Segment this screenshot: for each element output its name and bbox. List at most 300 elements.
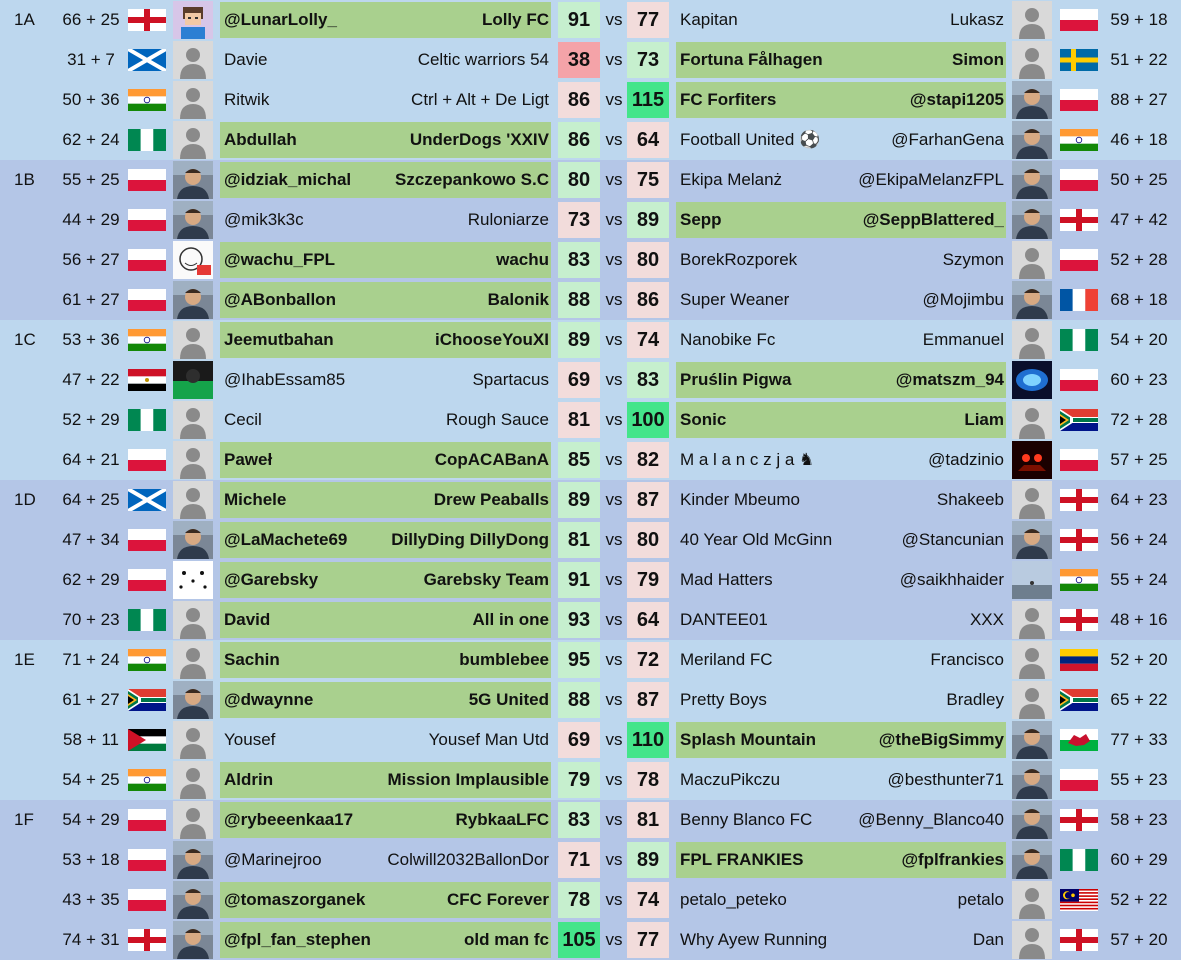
away-points: 88 + 27 [1110, 90, 1168, 109]
away-avatar[interactable] [1012, 721, 1052, 759]
fixture-row [0, 600, 1181, 640]
away-avatar[interactable] [1012, 601, 1052, 639]
away-points: 47 + 42 [1110, 210, 1168, 229]
away-points: 60 + 23 [1110, 370, 1168, 389]
home-points: 62 + 24 [62, 130, 120, 149]
away-points: 52 + 28 [1110, 250, 1168, 269]
away-score: 79 [627, 562, 669, 598]
home-manager-name[interactable]: @idziak_michal [224, 170, 352, 189]
poland-flag-icon [1060, 89, 1098, 111]
away-score: 80 [627, 522, 669, 558]
poland-flag-icon [128, 449, 166, 471]
home-team-name[interactable]: Balonik [487, 290, 549, 309]
fixture-row [0, 800, 1181, 840]
home-manager-name[interactable]: Michele [224, 490, 287, 509]
poland-flag-icon [128, 529, 166, 551]
group-label [6, 120, 54, 160]
home-points: 54 + 25 [62, 770, 120, 789]
away-avatar[interactable] [1012, 561, 1052, 599]
away-team-name[interactable]: petalo [957, 890, 1004, 909]
home-avatar[interactable] [173, 641, 213, 679]
away-score: 74 [627, 322, 669, 358]
away-score: 87 [627, 482, 669, 518]
group-label [6, 600, 54, 640]
away-avatar[interactable] [1012, 681, 1052, 719]
away-avatar[interactable] [1012, 321, 1052, 359]
home-team-name[interactable]: wachu [496, 250, 549, 269]
home-points: 53 + 18 [62, 850, 120, 869]
south-africa-flag-icon [1060, 689, 1098, 711]
home-manager-name[interactable]: @dwaynne [224, 690, 314, 709]
jordan-flag-icon [128, 729, 166, 751]
away-avatar[interactable] [1012, 521, 1052, 559]
away-avatar[interactable] [1012, 881, 1052, 919]
home-avatar[interactable] [173, 241, 213, 279]
group-label [6, 40, 54, 80]
home-avatar[interactable] [173, 321, 213, 359]
group-label: 1F [14, 810, 34, 829]
home-team-name[interactable]: RybkaaLFC [455, 810, 549, 829]
home-manager-name[interactable]: @fpl_fan_stephen [224, 930, 371, 949]
away-team-name[interactable]: @stapi1205 [909, 90, 1004, 109]
home-avatar[interactable] [173, 881, 213, 919]
fixture-row [0, 40, 1181, 80]
home-points: 54 + 29 [62, 810, 120, 829]
group-label: 1E [14, 650, 35, 669]
away-score: 87 [627, 682, 669, 718]
away-score: 74 [627, 882, 669, 918]
home-manager-name[interactable]: Cecil [224, 410, 262, 429]
away-team-name[interactable]: @theBigSimmy [878, 730, 1004, 749]
home-points: 70 + 23 [62, 610, 120, 629]
away-avatar[interactable] [1012, 121, 1052, 159]
home-points: 31 + 7 [67, 50, 115, 69]
away-manager-name[interactable]: Meriland FC [680, 650, 773, 669]
away-manager-name[interactable]: petalo_peteko [680, 890, 787, 909]
away-points: 51 + 22 [1110, 50, 1168, 69]
away-team-name[interactable]: @fplfrankies [901, 850, 1004, 869]
home-score: 91 [558, 2, 600, 38]
home-points: 55 + 25 [62, 170, 120, 189]
away-manager-name[interactable]: Fortuna Fålhagen [680, 50, 823, 69]
away-avatar[interactable] [1012, 361, 1052, 399]
vs-label: vs [605, 490, 623, 509]
home-score: 71 [558, 842, 600, 878]
home-team-name[interactable]: bumblebee [459, 650, 549, 669]
away-team-name[interactable]: @Mojimbu [922, 290, 1004, 309]
away-points: 57 + 20 [1110, 930, 1168, 949]
away-team-name[interactable]: @FarhanGena [891, 130, 1004, 149]
home-points: 61 + 27 [62, 290, 120, 309]
away-manager-name[interactable]: Why Ayew Running [680, 930, 828, 949]
home-manager-name[interactable]: @LaMachete69 [224, 530, 348, 549]
home-manager-name[interactable]: Yousef [224, 730, 276, 749]
away-score: 86 [627, 282, 669, 318]
group-label [6, 560, 54, 600]
home-team-name[interactable]: iChooseYouXI [435, 330, 549, 349]
away-avatar[interactable] [1012, 841, 1052, 879]
home-avatar[interactable] [173, 841, 213, 879]
away-points: 64 + 23 [1110, 490, 1168, 509]
england-flag-icon [1060, 809, 1098, 831]
away-score: 81 [627, 802, 669, 838]
home-manager-name[interactable]: @mik3k3c [224, 210, 304, 229]
home-avatar[interactable] [173, 761, 213, 799]
group-label [6, 360, 54, 400]
away-manager-name[interactable]: 40 Year Old McGinn [680, 530, 833, 549]
away-score: 110 [627, 722, 669, 758]
poland-flag-icon [128, 569, 166, 591]
home-points: 61 + 27 [62, 690, 120, 709]
home-team-name[interactable]: 5G United [468, 690, 549, 709]
away-team-name[interactable]: @besthunter71 [887, 770, 1004, 789]
home-team-name[interactable]: Garebsky Team [423, 570, 549, 589]
home-points: 47 + 22 [62, 370, 120, 389]
away-score: 89 [627, 202, 669, 238]
home-manager-name[interactable]: Paweł [224, 450, 273, 469]
home-score: 105 [558, 922, 600, 958]
home-points: 52 + 29 [62, 410, 120, 429]
home-team-name[interactable]: Colwill2032BallonDor [387, 850, 549, 869]
france-flag-icon [1060, 289, 1098, 311]
away-score: 82 [627, 442, 669, 478]
home-team-name[interactable]: DillyDing DillyDong [391, 530, 549, 549]
group-label: 1C [14, 330, 36, 349]
poland-flag-icon [128, 169, 166, 191]
home-score: 93 [558, 602, 600, 638]
vs-label: vs [605, 290, 623, 309]
away-avatar[interactable] [1012, 41, 1052, 79]
vs-label: vs [605, 850, 623, 869]
home-score: 85 [558, 442, 600, 478]
home-team-name[interactable]: Rough Sauce [445, 410, 549, 429]
home-score: 86 [558, 82, 600, 118]
home-manager-name[interactable]: Sachin [224, 650, 280, 669]
away-manager-name[interactable]: Sonic [680, 410, 727, 429]
group-label [6, 760, 54, 800]
home-manager-name[interactable]: @Marinejroo [224, 850, 322, 869]
away-avatar[interactable] [1012, 441, 1052, 479]
home-manager-name[interactable]: @LunarLolly_ [224, 10, 337, 29]
away-avatar[interactable] [1012, 201, 1052, 239]
away-points: 46 + 18 [1110, 130, 1168, 149]
away-manager-name[interactable]: M a l a n c z j a ♞ [680, 450, 815, 469]
away-manager-name[interactable]: FPL FRANKIES [680, 850, 804, 869]
home-avatar[interactable] [173, 121, 213, 159]
away-manager-name[interactable]: FC Forfiters [680, 90, 777, 109]
away-score: 64 [627, 602, 669, 638]
away-score: 83 [627, 362, 669, 398]
home-manager-name[interactable]: David [224, 610, 271, 629]
away-manager-name[interactable]: Football United ⚽ [680, 130, 821, 149]
home-avatar[interactable] [173, 601, 213, 639]
vs-label: vs [605, 730, 623, 749]
group-label [6, 400, 54, 440]
india-flag-icon [128, 769, 166, 791]
home-avatar[interactable] [173, 681, 213, 719]
home-team-name[interactable]: Celtic warriors 54 [417, 50, 549, 69]
home-avatar[interactable] [173, 281, 213, 319]
vs-label: vs [605, 570, 623, 589]
away-avatar[interactable] [1012, 481, 1052, 519]
group-label [6, 920, 54, 960]
away-team-name[interactable]: Shakeeb [936, 490, 1004, 509]
home-score: 91 [558, 562, 600, 598]
home-points: 43 + 35 [62, 890, 120, 909]
england-flag-icon [128, 9, 166, 31]
away-team-name[interactable]: Szymon [942, 250, 1004, 269]
away-manager-name[interactable]: Kinder Mbeumo [680, 490, 801, 509]
fixture-row [0, 680, 1181, 720]
home-points: 62 + 29 [62, 570, 120, 589]
away-team-name[interactable]: XXX [969, 610, 1004, 629]
south-africa-flag-icon [1060, 409, 1098, 431]
home-avatar[interactable] [173, 921, 213, 959]
home-avatar[interactable] [173, 361, 213, 399]
away-manager-name[interactable]: Pruślin Pigwa [680, 370, 792, 389]
away-manager-name[interactable]: BorekRozporek [680, 250, 798, 269]
home-manager-name[interactable]: @Garebsky [224, 570, 319, 589]
home-team-name[interactable]: Lolly FC [481, 10, 549, 29]
away-manager-name[interactable]: Pretty Boys [680, 690, 767, 709]
group-label [6, 680, 54, 720]
vs-label: vs [605, 410, 623, 429]
vs-label: vs [605, 890, 623, 909]
home-team-name[interactable]: Szczepankowo S.C [395, 170, 549, 189]
group-label [6, 840, 54, 880]
away-team-name[interactable]: @saikhhaider [899, 570, 1004, 589]
poland-flag-icon [1060, 449, 1098, 471]
away-manager-name[interactable]: Mad Hatters [680, 570, 773, 589]
away-points: 52 + 20 [1110, 650, 1168, 669]
away-team-name[interactable]: @tadzinio [928, 450, 1004, 469]
england-flag-icon [1060, 529, 1098, 551]
away-avatar[interactable] [1012, 801, 1052, 839]
away-points: 72 + 28 [1110, 410, 1168, 429]
home-avatar[interactable] [173, 721, 213, 759]
away-score: 100 [627, 402, 669, 438]
nigeria-flag-icon [1060, 849, 1098, 871]
south-africa-flag-icon [128, 689, 166, 711]
away-team-name[interactable]: Dan [972, 930, 1004, 949]
home-score: 69 [558, 362, 600, 398]
group-label [6, 80, 54, 120]
home-manager-name[interactable]: Abdullah [224, 130, 297, 149]
away-team-name[interactable]: @Stancunian [901, 530, 1004, 549]
away-avatar[interactable] [1012, 1, 1052, 39]
malaysia-flag-icon [1060, 889, 1098, 911]
home-manager-name[interactable]: @wachu_FPL [224, 250, 336, 269]
home-manager-name[interactable]: @IhabEssam85 [224, 370, 346, 389]
home-manager-name[interactable]: Davie [224, 50, 268, 69]
away-avatar[interactable] [1012, 281, 1052, 319]
vs-label: vs [605, 250, 623, 269]
fixture-row [0, 640, 1181, 680]
poland-flag-icon [1060, 769, 1098, 791]
vs-label: vs [605, 770, 623, 789]
home-score: 38 [558, 42, 600, 78]
away-team-name[interactable]: @SeppBlattered_ [862, 210, 1004, 229]
away-manager-name[interactable]: Splash Mountain [680, 730, 816, 749]
fixture-row [0, 920, 1181, 960]
away-manager-name[interactable]: Benny Blanco FC [680, 810, 813, 829]
away-avatar[interactable] [1012, 161, 1052, 199]
home-team-name[interactable]: old man fc [463, 930, 549, 949]
home-avatar[interactable] [173, 801, 213, 839]
away-points: 58 + 23 [1110, 810, 1168, 829]
home-avatar[interactable] [173, 481, 213, 519]
away-team-name[interactable]: Lukasz [950, 10, 1004, 29]
home-manager-name[interactable]: @ABonballon [224, 290, 336, 309]
home-points: 56 + 27 [62, 250, 120, 269]
away-manager-name[interactable]: Sepp [680, 210, 722, 229]
home-team-name[interactable]: Yousef Man Utd [428, 730, 549, 749]
away-points: 54 + 20 [1110, 330, 1168, 349]
home-points: 50 + 36 [62, 90, 120, 109]
wales-flag-icon [1060, 729, 1098, 751]
vs-label: vs [605, 930, 623, 949]
away-team-name[interactable]: Francisco [930, 650, 1004, 669]
away-manager-name[interactable]: Kapitan [680, 10, 738, 29]
away-score: 89 [627, 842, 669, 878]
fixture-row [0, 120, 1181, 160]
away-team-name[interactable]: Liam [964, 410, 1004, 429]
home-score: 78 [558, 882, 600, 918]
away-manager-name[interactable]: Ekipa Melanż [680, 170, 783, 189]
home-score: 86 [558, 122, 600, 158]
home-team-name[interactable]: All in one [472, 610, 549, 629]
away-manager-name[interactable]: Nanobike Fc [680, 330, 776, 349]
home-score: 79 [558, 762, 600, 798]
poland-flag-icon [128, 249, 166, 271]
home-team-name[interactable]: Ctrl + Alt + De Ligt [411, 90, 549, 109]
home-avatar[interactable] [173, 201, 213, 239]
fixture-row [0, 720, 1181, 760]
away-manager-name[interactable]: MaczuPikczu [680, 770, 781, 789]
home-team-name[interactable]: Ruloniarze [467, 210, 549, 229]
group-label [6, 280, 54, 320]
vs-label: vs [605, 370, 623, 389]
away-avatar[interactable] [1012, 921, 1052, 959]
away-team-name[interactable]: @EkipaMelanzFPL [858, 170, 1004, 189]
home-avatar[interactable] [173, 441, 213, 479]
home-score: 80 [558, 162, 600, 198]
away-team-name[interactable]: Simon [952, 50, 1004, 69]
nigeria-flag-icon [128, 409, 166, 431]
away-avatar[interactable] [1012, 641, 1052, 679]
home-team-name[interactable]: UnderDogs 'XXIV [409, 130, 549, 149]
home-team-name[interactable]: Spartacus [472, 370, 549, 389]
poland-flag-icon [128, 889, 166, 911]
home-points: 53 + 36 [62, 330, 120, 349]
vs-label: vs [605, 10, 623, 29]
nigeria-flag-icon [1060, 329, 1098, 351]
away-avatar[interactable] [1012, 761, 1052, 799]
fixture-row [0, 480, 1181, 520]
home-manager-name[interactable]: Jeemutbahan [224, 330, 334, 349]
vs-label: vs [605, 690, 623, 709]
poland-flag-icon [128, 809, 166, 831]
fixture-row [0, 320, 1181, 360]
home-team-name[interactable]: CopACABanA [434, 450, 549, 469]
home-score: 95 [558, 642, 600, 678]
away-avatar[interactable] [1012, 401, 1052, 439]
fixture-row [0, 160, 1181, 200]
fixture-row [0, 840, 1181, 880]
away-score: 115 [627, 82, 669, 118]
away-team-name[interactable]: @Benny_Blanco40 [858, 810, 1004, 829]
away-manager-name[interactable]: Super Weaner [680, 290, 790, 309]
home-avatar[interactable] [173, 81, 213, 119]
home-score: 89 [558, 482, 600, 518]
away-manager-name[interactable]: DANTEE01 [680, 610, 768, 629]
vs-label: vs [605, 610, 623, 629]
home-team-name[interactable]: Mission Implausible [387, 770, 549, 789]
fixture-row [0, 440, 1181, 480]
away-points: 77 + 33 [1110, 730, 1168, 749]
home-manager-name[interactable]: Ritwik [224, 90, 270, 109]
home-manager-name[interactable]: @tomaszorganek [224, 890, 366, 909]
home-avatar[interactable] [173, 521, 213, 559]
away-score: 78 [627, 762, 669, 798]
home-avatar[interactable] [173, 401, 213, 439]
away-team-name[interactable]: Bradley [946, 690, 1004, 709]
group-label [6, 200, 54, 240]
home-avatar[interactable] [173, 561, 213, 599]
home-score: 83 [558, 242, 600, 278]
home-manager-name[interactable]: @rybeeenkaa17 [224, 810, 354, 829]
poland-flag-icon [1060, 249, 1098, 271]
away-score: 77 [627, 922, 669, 958]
away-team-name[interactable]: Emmanuel [922, 330, 1004, 349]
away-points: 65 + 22 [1110, 690, 1168, 709]
home-manager-name[interactable]: Aldrin [224, 770, 274, 789]
india-flag-icon [128, 89, 166, 111]
home-score: 88 [558, 282, 600, 318]
home-score: 73 [558, 202, 600, 238]
home-score: 88 [558, 682, 600, 718]
fixture-row [0, 400, 1181, 440]
home-score: 89 [558, 322, 600, 358]
home-team-name[interactable]: CFC Forever [446, 890, 549, 909]
fixture-row [0, 520, 1181, 560]
away-score: 64 [627, 122, 669, 158]
fixture-row [0, 760, 1181, 800]
india-flag-icon [128, 329, 166, 351]
scotland-flag-icon [128, 49, 166, 71]
home-points: 74 + 31 [62, 930, 120, 949]
vs-label: vs [605, 170, 623, 189]
home-avatar[interactable] [173, 41, 213, 79]
home-avatar[interactable] [173, 161, 213, 199]
away-points: 52 + 22 [1110, 890, 1168, 909]
away-avatar[interactable] [1012, 241, 1052, 279]
away-score: 72 [627, 642, 669, 678]
home-avatar[interactable] [173, 1, 213, 39]
away-score: 75 [627, 162, 669, 198]
away-team-name[interactable]: @matszm_94 [895, 370, 1004, 389]
home-score: 69 [558, 722, 600, 758]
fixture-row [0, 360, 1181, 400]
home-points: 71 + 24 [62, 650, 120, 669]
away-avatar[interactable] [1012, 81, 1052, 119]
group-label: 1A [14, 10, 35, 29]
home-team-name[interactable]: Drew Peaballs [433, 490, 549, 509]
away-points: 48 + 16 [1110, 610, 1168, 629]
vs-label: vs [605, 530, 623, 549]
group-label: 1D [14, 490, 36, 509]
home-score: 81 [558, 402, 600, 438]
